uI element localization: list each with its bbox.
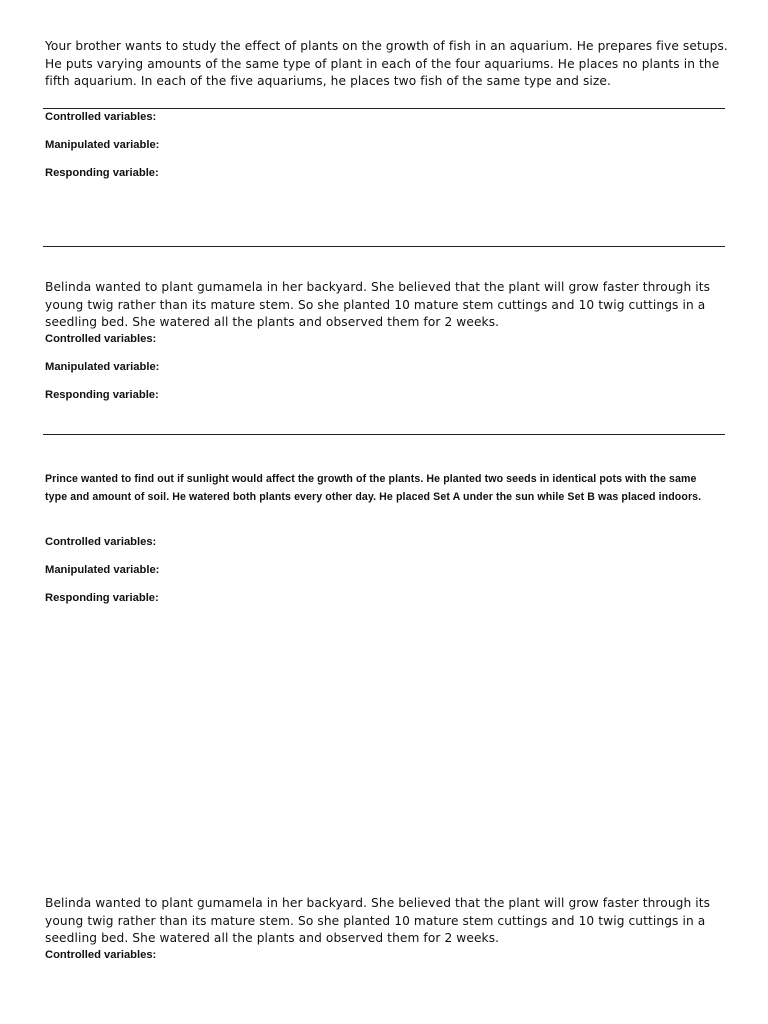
problem-2-controlled-label: Controlled variables:	[45, 333, 157, 345]
problem-2-text: Belinda wanted to plant gumamela in her backyard. She believed that the plant will grow faster through its young twig rather than its mature stem. So she planted 10 mature stem cuttings and 10 twig cuttings in a seedling bed. She watered all the plants and observed them for 2 weeks.	[45, 280, 711, 329]
problem-3-manipulated-label: Manipulated variable:	[45, 564, 160, 576]
problem-1-text: Your brother wants to study the effect of plants on the growth of fish in an aquarium. He prepares five setups. He puts varying amounts of the same type of plant in each of the four aquariums. He places no plants in the fifth aquarium. In each of the five aquariums, he places two fish of the same type and size.	[45, 39, 728, 88]
divider-1-top	[43, 108, 725, 109]
problem-2-responding-label: Responding variable:	[45, 389, 159, 401]
problem-4-text: Belinda wanted to plant gumamela in her backyard. She believed that the plant will grow faster through its young twig rather than its mature stem. So she planted 10 mature stem cuttings and 10 twig cuttings in a seedling bed. She watered all the plants and observed them for 2 weeks.	[45, 896, 711, 945]
divider-1-bottom	[43, 246, 725, 247]
problem-3-controlled-label: Controlled variables:	[45, 536, 157, 548]
problem-1-responding-label: Responding variable:	[45, 167, 159, 179]
divider-2-bottom	[43, 434, 725, 435]
problem-3-responding-label: Responding variable:	[45, 592, 159, 604]
problem-2-manipulated-label: Manipulated variable:	[45, 361, 160, 373]
problem-4-controlled-label: Controlled variables:	[45, 949, 157, 961]
problem-3-text: Prince wanted to find out if sunlight would affect the growth of the plants. He planted two seeds in identical pots with the same type and amount of soil. He watered both plants every other day. He placed Set A under the sun while Set B was placed indoors.	[45, 473, 702, 503]
problem-1-controlled-label: Controlled variables:	[45, 111, 157, 123]
problem-1-manipulated-label: Manipulated variable:	[45, 139, 160, 151]
